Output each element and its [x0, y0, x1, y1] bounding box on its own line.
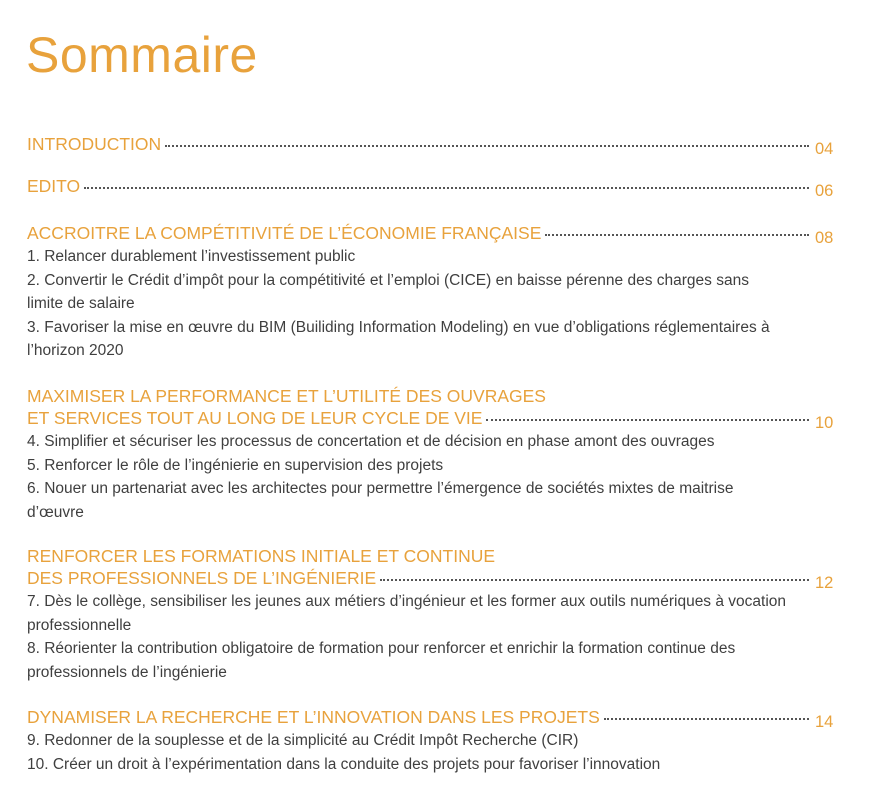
toc-entry-label: DYNAMISER LA RECHERCHE ET L’INNOVATION DANS LES PROJETS [27, 707, 600, 727]
toc-sub-item: 4. Simplifier et sécuriser les processus de concertation et de décision en phase amont des ouvrages [27, 433, 715, 450]
toc-page-number: 06 [815, 182, 834, 200]
toc-entry[interactable] [27, 222, 839, 245]
toc-sub-item: 8. Réorienter la contribution obligatoire de formation pour renforcer et enrichir la formation continue des professionnels de l’ingénierie [27, 640, 736, 681]
toc-entry-heading: MAXIMISER LA PERFORMANCE ET L’UTILITÉ DES OUVRAGES [27, 386, 546, 406]
toc-section-recherche [27, 706, 839, 776]
leader-dots [604, 717, 809, 720]
toc-entry[interactable] [27, 706, 839, 729]
toc-sub-item: 10. Créer un droit à l’expérimentation dans la conduite des projets pour favoriser l’innovation [27, 755, 661, 773]
toc-section-formations [27, 545, 839, 684]
toc-entry-label: INTRODUCTION [27, 134, 162, 154]
toc-page-number: 14 [815, 713, 834, 731]
leader-dots [165, 144, 809, 147]
page-title: Sommaire [26, 27, 258, 83]
toc-page-number: 04 [815, 140, 834, 158]
toc-section-competitivite [27, 222, 839, 363]
toc-section-introduction [27, 133, 839, 156]
toc-entry-heading: RENFORCER LES FORMATIONS INITIALE ET CONTINUE [27, 546, 496, 566]
toc-sub-item: 7. Dès le collège, sensibiliser les jeunes aux métiers d’ingénieur et les former aux outils numériques à vocation professionnelle [27, 593, 787, 634]
toc-entry-label: DES PROFESSIONNELS DE L’INGÉNIERIE [27, 568, 377, 588]
toc-page-number: 08 [815, 229, 834, 247]
toc-entry[interactable] [27, 567, 839, 590]
toc-page-number: 10 [815, 414, 834, 432]
toc-sub-item: 1. Relancer durablement l’investissement public [27, 248, 356, 265]
toc-page-number: 12 [815, 574, 834, 592]
leader-dots [545, 233, 809, 236]
toc-sub-item: 6. Nouer un partenariat avec les architectes pour permettre l’émergence de sociétés mixtes de maitrise d’œuvre [27, 480, 734, 521]
toc-sub-item: 2. Convertir le Crédit d’impôt pour la compétitivité et l’emploi (CICE) en baisse pérenne des charges sans limite de salaire [27, 271, 749, 312]
toc-entry-label: ET SERVICES TOUT AU LONG DE LEUR CYCLE DE VIE [27, 408, 483, 428]
toc-section-edito [27, 175, 839, 198]
leader-dots [84, 186, 809, 189]
toc-sub-item: 9. Redonner de la souplesse et de la simplicité au Crédit Impôt Recherche (CIR) [27, 732, 579, 749]
leader-dots [486, 418, 809, 421]
toc-entry-label: EDITO [27, 176, 81, 196]
toc-entry[interactable] [27, 133, 839, 156]
toc-entry[interactable] [27, 175, 839, 198]
toc-entry-label: ACCROITRE LA COMPÉTITIVITÉ DE L’ÉCONOMIE FRANÇAISE [27, 223, 542, 243]
toc-section-performance [27, 385, 839, 524]
toc-sub-item: 5. Renforcer le rôle de l’ingénierie en supervision des projets [27, 456, 444, 474]
leader-dots [380, 578, 809, 581]
toc-sub-item: 3. Favoriser la mise en œuvre du BIM (Builiding Information Modeling) en vue d’obligations réglementaires à l’horizon 2020 [27, 318, 770, 359]
toc-entry[interactable] [27, 407, 839, 430]
